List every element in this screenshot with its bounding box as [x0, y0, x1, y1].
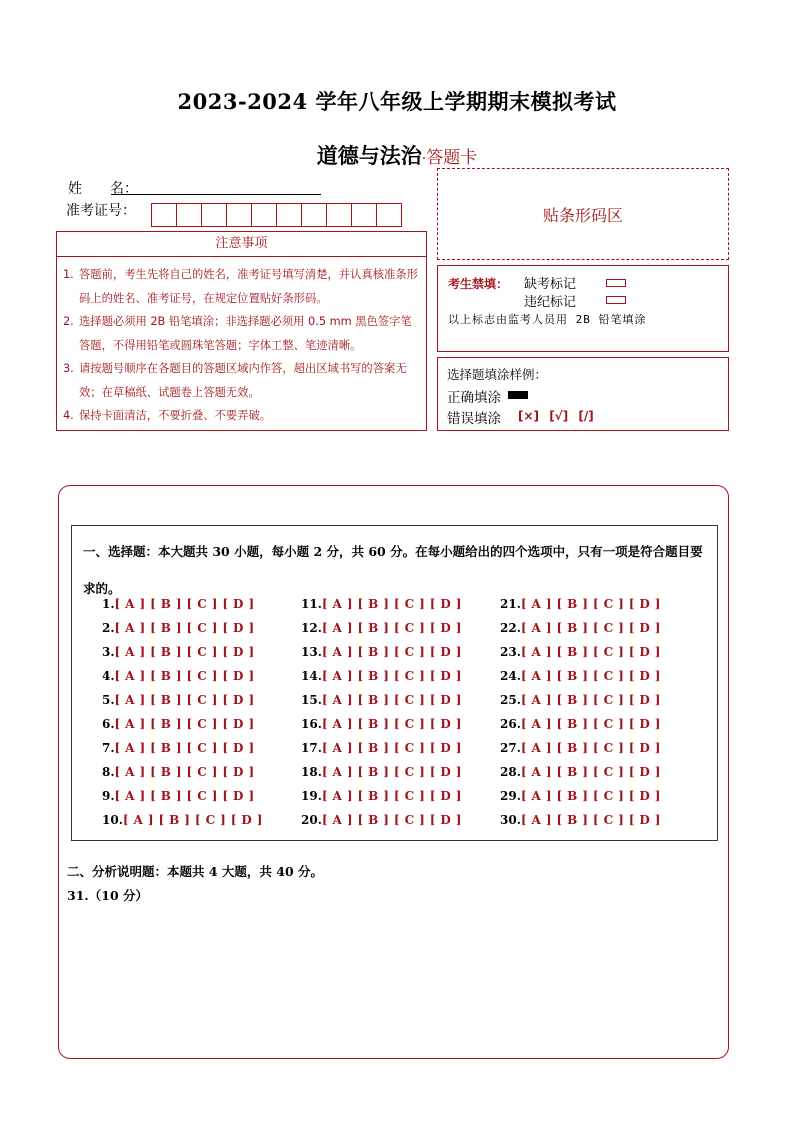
- part2-instruction: 二、分析说明题：本题共 4 大题，共 40 分。: [67, 864, 324, 879]
- answer-area: [58, 485, 729, 1059]
- exam-number-box[interactable]: [276, 203, 302, 227]
- answer-options[interactable]: [ A ] [ B ] [ C ] [ D ]: [114, 645, 255, 659]
- answer-options[interactable]: [ A ] [ B ] [ C ] [ D ]: [114, 789, 255, 803]
- question-number: 23.: [500, 645, 521, 659]
- exam-number-box[interactable]: [301, 203, 327, 227]
- question-item[interactable]: [301, 645, 462, 659]
- answer-options[interactable]: [ A ] [ B ] [ C ] [ D ]: [114, 597, 255, 611]
- question-item[interactable]: [500, 813, 661, 827]
- question-item[interactable]: [102, 669, 255, 683]
- question-number: 17.: [301, 741, 322, 755]
- card-type: 答题卡: [426, 148, 478, 168]
- question-item[interactable]: [301, 693, 462, 707]
- correct-fill-label: 正确填涂: [447, 390, 501, 406]
- question-item[interactable]: [301, 597, 462, 611]
- exam-number-box[interactable]: [326, 203, 352, 227]
- question-number: 25.: [500, 693, 521, 707]
- sample-box: [437, 357, 729, 431]
- question-number: 29.: [500, 789, 521, 803]
- question-item[interactable]: [301, 813, 462, 827]
- question-item[interactable]: [301, 669, 462, 683]
- absent-mark-box[interactable]: [606, 279, 626, 287]
- answer-options[interactable]: [ A ] [ B ] [ C ] [ D ]: [520, 765, 661, 779]
- answer-options[interactable]: [ A ] [ B ] [ C ] [ D ]: [321, 669, 462, 683]
- question-item[interactable]: [500, 741, 661, 755]
- question-number: 14.: [301, 669, 322, 683]
- exam-number-box[interactable]: [251, 203, 277, 227]
- exam-number-boxes[interactable]: [151, 203, 401, 227]
- notice-box: [56, 231, 427, 431]
- question-number: 27.: [500, 741, 521, 755]
- question-item[interactable]: [500, 597, 661, 611]
- subject-name: 道德与法治: [316, 143, 422, 168]
- exam-number-box[interactable]: [201, 203, 227, 227]
- exam-number-label: 准考证号：: [66, 203, 136, 219]
- question-item[interactable]: [301, 621, 462, 635]
- question-number: 10.: [102, 813, 123, 827]
- answer-options[interactable]: [ A ] [ B ] [ C ] [ D ]: [520, 645, 661, 659]
- notice-item: 1. 答题前，考生先将自己的姓名，准考证号填写清楚，并认真核准条形码上的姓名、准考证号，在规定位置贴好条形码。: [63, 268, 418, 305]
- question-item[interactable]: [301, 765, 462, 779]
- question-item[interactable]: [301, 717, 462, 731]
- absent-mark-label: 缺考标记: [524, 277, 577, 292]
- forbidden-box: [437, 265, 729, 352]
- question-number: 19.: [301, 789, 322, 803]
- question-number: 12.: [301, 621, 322, 635]
- answer-options[interactable]: [ A ] [ B ] [ C ] [ D ]: [114, 693, 255, 707]
- question-number: 26.: [500, 717, 521, 731]
- question-number: 1.: [102, 597, 115, 611]
- part1-instruction: 一、选择题：本大题共 30 小题，每小题 2 分，共 60 分。在每小题给出的四个选项中，只有一项是符合题目要求的。: [83, 544, 703, 596]
- exam-number-box[interactable]: [351, 203, 377, 227]
- answer-options[interactable]: [ A ] [ B ] [ C ] [ D ]: [520, 741, 661, 755]
- question-item[interactable]: [500, 645, 661, 659]
- subject-title: [0, 140, 794, 170]
- wrong-fill-marks: [×] [√] [/]: [518, 409, 594, 423]
- answer-options[interactable]: [ A ] [ B ] [ C ] [ D ]: [520, 693, 661, 707]
- answer-options[interactable]: [ A ] [ B ] [ C ] [ D ]: [321, 645, 462, 659]
- question-item[interactable]: [102, 765, 255, 779]
- answer-options[interactable]: [ A ] [ B ] [ C ] [ D ]: [122, 813, 263, 827]
- question-number: 20.: [301, 813, 322, 827]
- multiple-choice-box: [71, 525, 718, 841]
- question-item[interactable]: [102, 717, 255, 731]
- answer-options[interactable]: [ A ] [ B ] [ C ] [ D ]: [321, 597, 462, 611]
- name-label: 姓 名：: [68, 181, 138, 197]
- question-item[interactable]: [500, 789, 661, 803]
- exam-number-box[interactable]: [376, 203, 402, 227]
- exam-number-box[interactable]: [176, 203, 202, 227]
- question-number: 22.: [500, 621, 521, 635]
- question-item[interactable]: [500, 669, 661, 683]
- question-number: 11.: [301, 597, 322, 611]
- question-number: 30.: [500, 813, 521, 827]
- question-item[interactable]: [301, 741, 462, 755]
- forbidden-label: 考生禁填：: [448, 277, 509, 291]
- question-number: 5.: [102, 693, 115, 707]
- question-number: 3.: [102, 645, 115, 659]
- question-item[interactable]: [102, 789, 255, 803]
- answer-options[interactable]: [ A ] [ B ] [ C ] [ D ]: [520, 717, 661, 731]
- answer-options[interactable]: [ A ] [ B ] [ C ] [ D ]: [321, 621, 462, 635]
- question-item[interactable]: [102, 645, 255, 659]
- answer-options[interactable]: [ A ] [ B ] [ C ] [ D ]: [321, 789, 462, 803]
- question-31-label: 31.（10 分）: [67, 888, 148, 903]
- sample-title: 选择题填涂样例：: [447, 367, 548, 382]
- answer-options[interactable]: [ A ] [ B ] [ C ] [ D ]: [520, 789, 661, 803]
- question-number: 13.: [301, 645, 322, 659]
- question-number: 16.: [301, 717, 322, 731]
- exam-number-box[interactable]: [226, 203, 252, 227]
- forbidden-note: 以上标志由监考人员用 2B 铅笔填涂: [448, 313, 647, 326]
- question-item[interactable]: [102, 741, 255, 755]
- name-field[interactable]: [111, 194, 321, 195]
- answer-options[interactable]: [ A ] [ B ] [ C ] [ D ]: [321, 693, 462, 707]
- notice-list: [57, 257, 426, 428]
- exam-number-box[interactable]: [151, 203, 177, 227]
- answer-options[interactable]: [ A ] [ B ] [ C ] [ D ]: [321, 813, 462, 827]
- answer-options[interactable]: [ A ] [ B ] [ C ] [ D ]: [114, 669, 255, 683]
- answer-options[interactable]: [ A ] [ B ] [ C ] [ D ]: [520, 669, 661, 683]
- question-number: 21.: [500, 597, 521, 611]
- notice-title: 注意事项: [57, 232, 426, 257]
- question-item[interactable]: [500, 693, 661, 707]
- question-item[interactable]: [102, 597, 255, 611]
- question-item[interactable]: [102, 813, 263, 827]
- question-item[interactable]: [500, 621, 661, 635]
- question-item[interactable]: [102, 693, 255, 707]
- question-number: 2.: [102, 621, 115, 635]
- question-number: 15.: [301, 693, 322, 707]
- question-item[interactable]: [500, 717, 661, 731]
- answer-options[interactable]: [ A ] [ B ] [ C ] [ D ]: [114, 741, 255, 755]
- answer-options[interactable]: [ A ] [ B ] [ C ] [ D ]: [321, 717, 462, 731]
- answer-options[interactable]: [ A ] [ B ] [ C ] [ D ]: [520, 621, 661, 635]
- question-item[interactable]: [301, 789, 462, 803]
- question-number: 7.: [102, 741, 115, 755]
- question-number: 9.: [102, 789, 115, 803]
- notice-item: 2. 选择题必须用 2B 铅笔填涂；非选择题必须用 0.5 mm 黑色签字笔答题，不得用铅笔或圆珠笔答题；字体工整、笔迹清晰。: [63, 315, 412, 352]
- wrong-fill-label: 错误填涂: [447, 411, 501, 427]
- exam-title: 2023-2024 学年八年级上学期期末模拟考试: [177, 89, 617, 114]
- answer-options[interactable]: [ A ] [ B ] [ C ] [ D ]: [520, 597, 661, 611]
- title-separator: ·: [421, 151, 427, 167]
- notice-item: 3. 请按题号顺序在各题目的答题区域内作答，超出区域书写的答案无效；在草稿纸、试题卷上答题无效。: [63, 362, 407, 399]
- correct-fill-mark: [508, 391, 528, 399]
- question-number: 8.: [102, 765, 115, 779]
- notice-item: 4. 保持卡面清洁，不要折叠、不要弄破。: [63, 409, 272, 422]
- question-item[interactable]: [500, 765, 661, 779]
- barcode-area: 贴条形码区: [437, 168, 729, 260]
- question-number: 4.: [102, 669, 115, 683]
- answer-options[interactable]: [ A ] [ B ] [ C ] [ D ]: [114, 717, 255, 731]
- question-number: 24.: [500, 669, 521, 683]
- violation-mark-box[interactable]: [606, 296, 626, 304]
- answer-options[interactable]: [ A ] [ B ] [ C ] [ D ]: [520, 813, 661, 827]
- answer-options[interactable]: [ A ] [ B ] [ C ] [ D ]: [114, 621, 255, 635]
- violation-mark-label: 违纪标记: [524, 295, 577, 310]
- question-number: 6.: [102, 717, 115, 731]
- answer-options[interactable]: [ A ] [ B ] [ C ] [ D ]: [114, 765, 255, 779]
- question-item[interactable]: [102, 621, 255, 635]
- answer-options[interactable]: [ A ] [ B ] [ C ] [ D ]: [321, 765, 462, 779]
- answer-options[interactable]: [ A ] [ B ] [ C ] [ D ]: [321, 741, 462, 755]
- question-number: 28.: [500, 765, 521, 779]
- question-number: 18.: [301, 765, 322, 779]
